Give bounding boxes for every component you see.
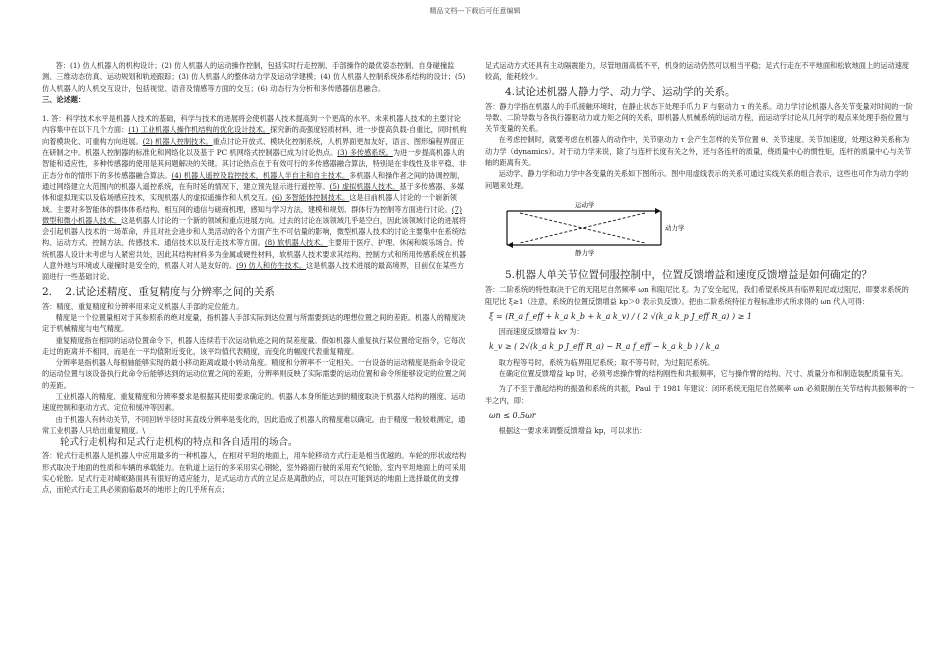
answer-2-resolution: 分辨率是指机器人每根轴能够实现的最小移动距离或最小转动角度。精度和分辨率不一定相关。一台设备的运动精度是指命令设定的运动位置与该设备执行此命令后能够达到的运动位置之间的差距，分辨率则反映了实际需要的运动位置和命令所能够设定的位置之间的差距。 [42,358,467,390]
answer-humanoid: 答：(1) 仿人机器人的机构设计；(2) 仿人机器人的运动操作控制，包括实时行走控制、手部操作的最优姿态控制、自身碰撞监测、三维动态仿真、运动规划和轨迹跟踪；(3) 仿人机器人的整体动力学及运动学建模；(4) 仿人机器人控制系统体系结构的设计；(5) 仿人机器人的人机交互设计，包括视觉、语音及情感等方面的交互；(6) 动态行为分析和多传感器信息融合。 [42,61,466,93]
answer-4-dynamics: 在考虑控制时，就要考虑在机器人的动作中，关节驱动力 τ 会产生怎样的关节位置 θ、关节速度、关节加速度，处理这种关系称为动力学（dynamics）。对于动力学来说，除了与连杆长度有关之外，还与各连杆的质量，绕质量中心的惯性矩，连杆的质量中心与关节轴的距离有关。 [485,135,912,168]
diagram-label-dynamics: 动力学 [665,223,685,232]
diagram-label-statics: 静力学 [575,248,595,257]
answer-2-repeatability: 重复精度指在相同的运动位置命令下，机器人连续若干次运动轨迹之间的误差度量。假如机器人重复执行某位置给定指令，它每次走过的距离并不相同，而是在一平均值附近变化，该平均值代表精度，而变化的幅度代表重复精度。 [42,335,466,356]
heading-5: 5.机器人单关节位置伺服控制中，位置反馈增益和速度反馈增益是如何确定的？ [504,269,872,282]
answer-5-intro: 答：二阶系统的特性取决于它的无阻尼自然频率 ωn 和阻尼比 ξ。为了安全起见，我们希望系统具有临界阻尼或过阻尼，即要求系统的阻尼比 ξ≥1（注意，系统的位置反馈增益 kp＞0 表示负反馈）。把由二阶系统特征方程标准形式所求得的 ωn 代入可得： [485,285,909,306]
answer-2-intro: 答：精度、重复精度和分辨率用来定义机器人手部的定位能力。 [42,301,244,311]
answer-2-requirements: 工业机器人的精度、重复精度和分辨率要求是根据其使用要求确定的。机器人本身所能达到的精度取决于机器人结构的刚度、运动速度控制和驱动方式、定位和缓冲等因素。 [42,392,466,413]
answer-4-relations: 运动学、静力学和动力学中各变量的关系如下图所示。图中用虚线表示的关系可通过实线关系的组合表示，这些也可作为动力学的问题来处理。 [485,169,909,190]
answer-5-paul: 为了不至于激起结构的振盈和系统的共振，Paul 于 1981 年建议：闭环系统无阻尼自然频率 ωn 必须限制在关节结构共振频率的一半之内，即： [485,384,914,405]
section-heading: 三、论述题： [42,94,86,104]
answer-5-damping: 取方程等号时，系统为临界阻尼系统；取不等号时，为过阻尼系统。 [498,357,715,367]
heading-4: 4.试论述机器人静力学、动力学、运动学的关系。 [504,85,736,98]
relation-diagram [505,197,705,257]
heading-3: 轮式行走机构和足式行走机构的特点和各自适用的场合。 [60,437,298,449]
formula-frequency-limit: ωn ≤ 0.5ωr [489,410,536,420]
answer-5-kp: 在确定位置反馈增益 kp 时，必须考虑操作臂的结构刚性和共振频率，它与操作臂的结构、尺寸、质量分布和制造装配质量有关。 [498,369,908,379]
answer-2-accuracy: 精度是一个位置量相对于其参照系的绝对度量，指机器人手部实际到达位置与所需要到达的理想位置之间的差距。机器人的精度决定于机械精度与电气精度。 [42,312,466,334]
answer-3-continued: 足式运动方式还具有主动隔震能力，尽管地面高低不平，机身的运动仍然可以相当平稳；足式行走在不平地面和松软地面上的运动速度较高，能耗较少。 [485,61,910,82]
answer-5-solve: 根据这一要求来调整反馈增益 kp，可以求出： [498,426,647,436]
formula-damping-ratio: ξ = (R_a f_eff + k_a k_b + k_a k_v) / ( 2 √(k_a k_p J_eff R_a) ) ≥ 1 [489,311,752,321]
diagram-label-kinematics: 运动学 [575,200,595,209]
answer-3: 答：轮式行走机器人是机器人中应用最多的一种机器人，在相对平坦的地面上，用车轮移动方式行走是相当优越的。车轮的形状或结构形式取决于地面的性质和车辆的承载能力。在轨道上运行的多采用实心钢轮，室外路面行驶的采用充气轮胎，室内平坦地面上的可采用实心轮胎。足式行走对崎岖路面具有很好的适应能力，足式运动方式的立足点是离散的点，可以在可能到达的地面上选择最优的支撑点，而轮式行走工具必须面临最坏的地形上的几乎所有点； [42,451,467,495]
formula-velocity-gain: k_v ≥ ( 2√(k_a k_p J_eff R_a) − R_a f_eff − k_a k_b ) / k_a [489,342,720,352]
answer-4-statics: 答：静力学指在机器人的手爪接触环境时，在静止状态下处理手爪力 F 与驱动力 τ 的关系。动力学讨论机器人各关节变量对时间的一阶导数、二阶导数与各执行器驱动力或力矩之间的关系，即机器人机械系统的运动方程，而运动学讨论从几何学的观点来处理手指位置与关节变量的关系。 [485,101,913,134]
left-column [42,60,467,495]
heading-2: 2. 2.试论述精度、重复精度与分辨率之间的关系 [42,285,275,298]
answer-5-kv: 因而速度反馈增益 kv 为： [498,327,584,337]
page-header: 精品文档---下载后可任意编辑 [429,7,521,15]
right-column [485,60,915,437]
answer-2-joints: 由于机器人有转动关节，不同回转半径时其直线分辨率是变化的，因此造成了机器人的精度难以确定。由于精度一般较难测定，通常工业机器人只给出重复精度。\ [42,414,466,435]
answer-1: 1. 答：科学技术水平是机器人技术的基础，科学与技术的进展将会使机器人技术提高到一个更高的水平。未来机器人技术的主要讨论内容集中在以下几个方面：(1) 工业机器人操作机结构的优化设计技术。探究新的高强度轻质材料，进一步提高负载-自重比，同时机构向着模块化、可重构方向进展。(2) 机器人控制技术。重点讨论开放式、模块化控制系统，人机界面更加友好，语言、图形编程界面正在研制之中。机器人控制器的标准化和网络化以及基于 PC 机网络式控制器已成为讨论热点。(3) 多传感系统。为进一步提高机器人的智能和适应性，多种传感器的使用是其问题解决的关键。其讨论热点在于有效可行的多传感器融合算法，特别是在非线性及非平稳、非正态分布的情形下的多传感器融合算法。(4) 机器人遥控及监控技术，机器人半自主和自主技术。多机器人和操作者之间的协调控制，通过网络建立大范围内的机器人遥控系统，在有时延的情况下，建立预先显示进行遥控等。(5) 虚拟机器人技术。基于多传感器、多媒体和虚拟现实以及临场感应技术，实现机器人的虚拟遥操作和人机交互。(6) 多智能体控制技术。这是目前机器人讨论的一个崭新领域。主要对多智能体的群体体系结构、相互间的通信与磋商机理，感知与学习方法，建模和规划、群体行为控制等方面进行讨论。(7) 微型和微小机器人技术。这是机器人讨论的一个新的领域和重点进展方向。过去的讨论在该领域几乎是空白，因此该领域讨论的进展将会引起机器人技术的一场革命，并且对社会进步和人类活动的各个方面产生不可估量的影响，微型机器人技术的讨论主要集中在系统结构、运动方式、控制方法、传感技术、通信技术以及行走技术等方面。(8) 软机器人技术。主要用于医疗、护理、休闲和娱乐场合。传统机器人设计未考虑与人紧密共处，因此其结构材料多为金属或硬性材料，软机器人技术要求其结构、控制方式和所用传感系统在机器人意外地与环境或人碰撞时是安全的，机器人对人是友好的。(9) 仿人和仿生技术。这是机器人技术进展的最高境界，目前仅在某些方面进行一些基础讨论。 [42,114,467,282]
